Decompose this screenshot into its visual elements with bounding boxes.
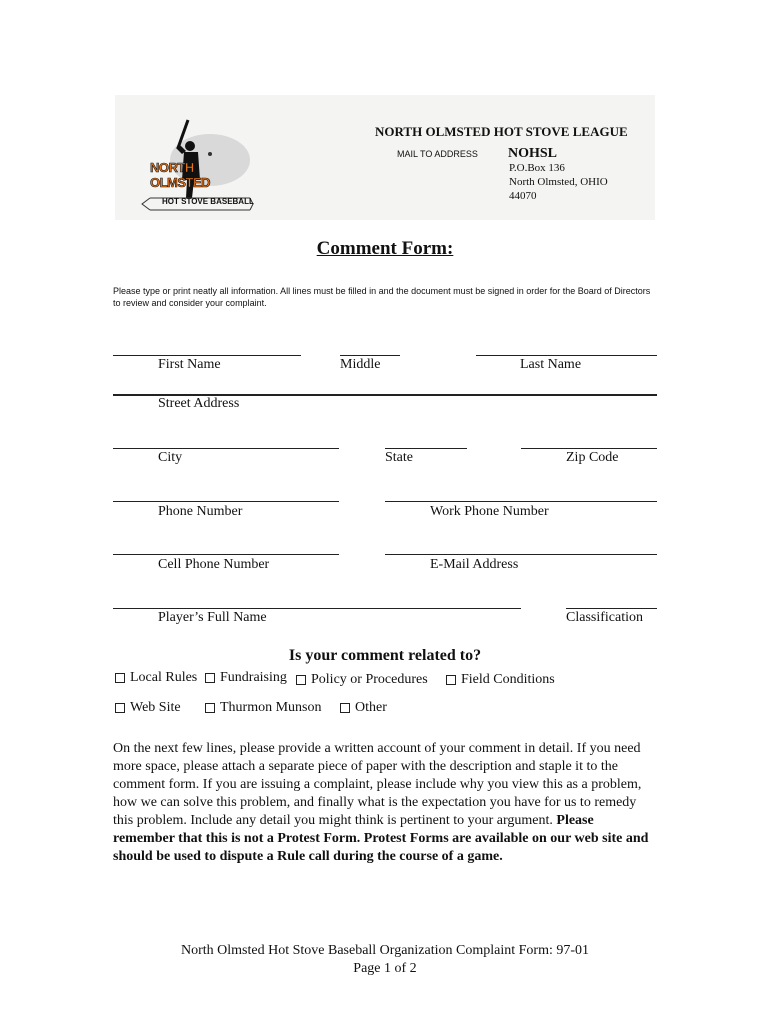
logo-text-bottom: HOT STOVE BASEBALL	[162, 197, 254, 206]
last-name-line[interactable]	[476, 355, 657, 356]
checkbox-policy[interactable]: Policy or Procedures	[296, 672, 428, 688]
checkbox-fundraising[interactable]: Fundraising	[205, 670, 287, 686]
body-text: On the next few lines, please provide a written account of your comment in detail. If you need more space, please attach a separate piece of paper with the description and staple it to the comment form. If you are issuing a complaint, please include why you view this as a problem, how we can solve this problem, and finally what is the expectation you have for us to remedy this problem. Include any detail you might think is pertinent to your argument.	[113, 741, 642, 828]
body-bold-notice: Please remember that this is not a Protest Form. Protest Forms are available on our web site and should be used to dispute a Rule call during the course of a game.	[113, 813, 649, 864]
state-line[interactable]	[385, 448, 467, 449]
first-name-line[interactable]	[113, 355, 301, 356]
checkbox-icon	[115, 673, 125, 683]
checkbox-field-conditions[interactable]: Field Conditions	[446, 672, 555, 688]
address-line-3: 44070	[509, 190, 537, 202]
checkbox-local-rules[interactable]: Local Rules	[115, 670, 197, 686]
checkbox-icon	[115, 703, 125, 713]
checkbox-icon	[296, 675, 306, 685]
work-phone-label: Work Phone Number	[430, 504, 549, 519]
zip-line[interactable]	[521, 448, 657, 449]
checkbox-icon	[446, 675, 456, 685]
checkbox-thurmon-munson[interactable]: Thurmon Munson	[205, 700, 322, 716]
state-label: State	[385, 450, 413, 465]
city-label: City	[158, 450, 183, 465]
classification-line[interactable]	[566, 608, 657, 609]
cell-phone-label: Cell Phone Number	[158, 557, 270, 572]
league-logo	[140, 118, 255, 218]
body-paragraph	[113, 740, 658, 866]
instructions: Please type or print neatly all information. All lines must be filled in and the document must be signed in order for the Board of Directors to review and consider your complaint.	[113, 286, 651, 308]
checkbox-icon	[340, 703, 350, 713]
phone-line[interactable]	[113, 501, 339, 502]
city-line[interactable]	[113, 448, 339, 449]
footer-form-id: North Olmsted Hot Stove Baseball Organization Complaint Form: 97-01	[180, 943, 590, 958]
classification-label: Classification	[566, 610, 643, 625]
checkbox-other[interactable]: Other	[340, 700, 387, 716]
street-address-label: Street Address	[158, 396, 240, 411]
phone-label: Phone Number	[158, 504, 243, 519]
player-name-label: Player’s Full Name	[158, 610, 267, 625]
zip-label: Zip Code	[566, 450, 619, 465]
checkbox-icon	[205, 703, 215, 713]
checkbox-web-site[interactable]: Web Site	[115, 700, 181, 716]
middle-label: Middle	[340, 357, 381, 372]
mail-to-label: MAIL TO ADDRESS	[397, 149, 478, 159]
logo-text-top: NORTH OLMSTED	[150, 160, 211, 190]
player-name-line[interactable]	[113, 608, 521, 609]
work-phone-line[interactable]	[385, 501, 657, 502]
middle-name-line[interactable]	[340, 355, 400, 356]
address-line-1: P.O.Box 136	[509, 162, 565, 174]
league-name: NORTH OLMSTED HOT STOVE LEAGUE	[375, 124, 628, 139]
page-title: Comment Form:	[316, 238, 454, 259]
footer-page-number: Page 1 of 2	[353, 961, 417, 976]
last-name-label: Last Name	[520, 357, 582, 372]
org-abbrev: NOHSL	[508, 146, 558, 161]
cell-phone-line[interactable]	[113, 554, 339, 555]
email-line[interactable]	[385, 554, 657, 555]
address-line-2: North Olmsted, OHIO	[509, 176, 608, 188]
related-heading: Is your comment related to?	[288, 647, 482, 664]
checkbox-icon	[205, 673, 215, 683]
first-name-label: First Name	[158, 357, 221, 372]
email-label: E-Mail Address	[430, 557, 519, 572]
